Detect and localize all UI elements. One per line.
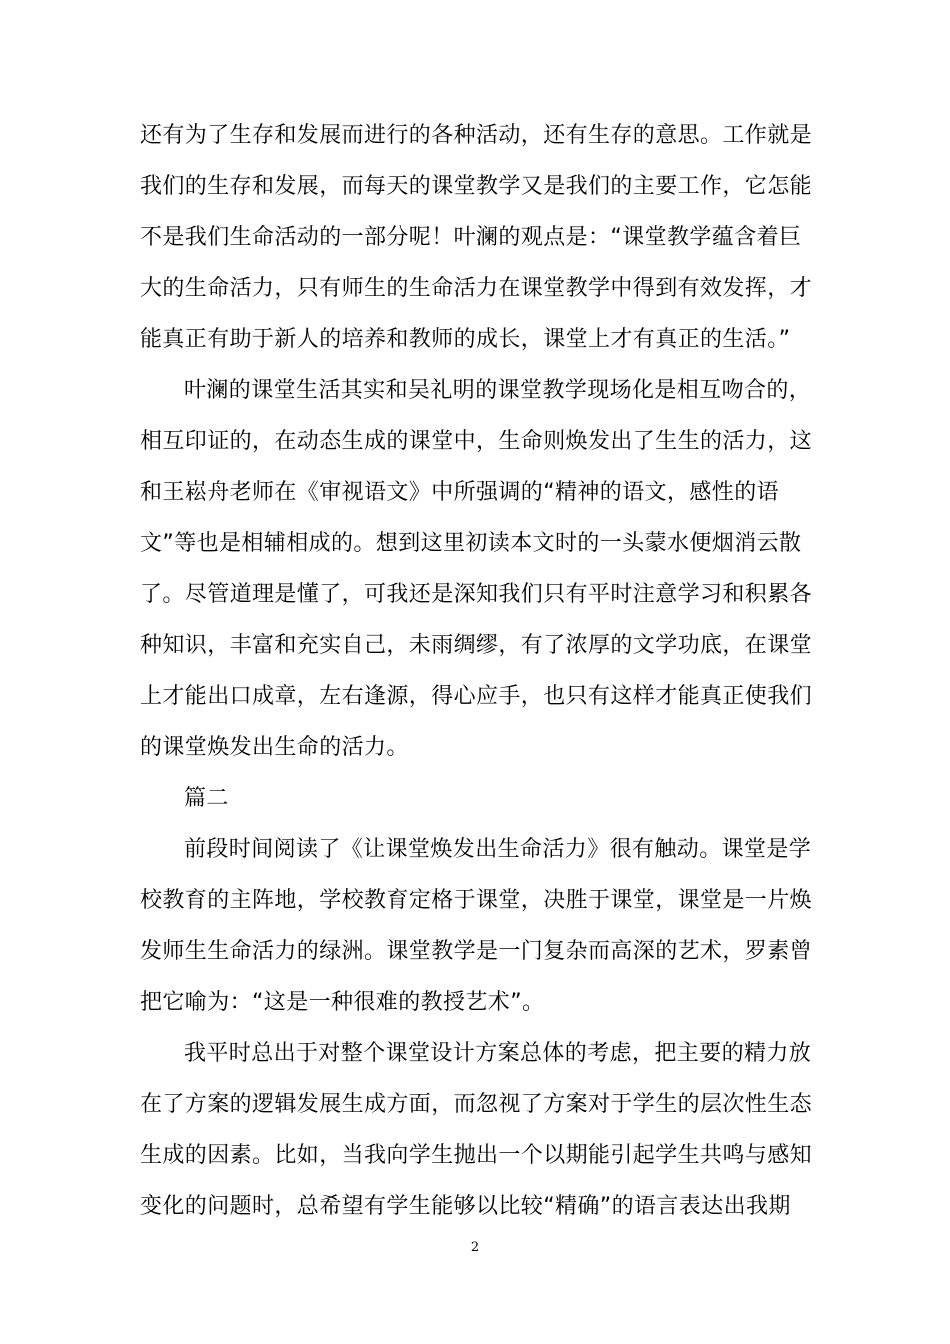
body-text-line: 能真正有助于新人的培养和教师的成长，课堂上才有真正的生活。” [140,327,791,352]
body-text-line: 种知识，丰富和充实自己，未雨绸缪，有了浓厚的文学功底，在课堂 [140,633,813,658]
body-text-line: 把它喻为：“这是一种很难的教授艺术”。 [140,990,545,1015]
page-number: 2 [470,1240,480,1255]
body-text-line: 文”等也是相辅相成的。想到这里初读本文时的一头蒙水便烟消云散 [140,531,802,556]
body-text-line: 校教育的主阵地，学校教育定格于课堂，决胜于课堂，课堂是一片焕 [140,888,813,913]
body-text-line: 叶澜的课堂生活其实和吴礼明的课堂教学现场化是相互吻合的， [184,378,812,403]
body-text-line: 大的生命活力，只有师生的生命活力在课堂教学中得到有效发挥，才 [140,276,813,301]
body-text-line: 在了方案的逻辑发展生成方面，而忽视了方案对于学生的层次性生态 [140,1092,813,1117]
body-text-line: 相互印证的，在动态生成的课堂中，生命则焕发出了生生的活力，这 [140,429,813,454]
body-text-line: 上才能出口成章，左右逢源，得心应手，也只有这样才能真正使我们 [140,684,813,709]
body-text-line: 了。尽管道理是懂了，可我还是深知我们只有平时注意学习和积累各 [140,582,813,607]
body-text-line: 前段时间阅读了《让课堂焕发出生命活力》很有触动。课堂是学 [184,837,812,862]
body-text-line: 的课堂焕发出生命的活力。 [140,735,409,760]
body-text-line: 不是我们生命活动的一部分呢！叶澜的观点是：“课堂教学蕴含着巨 [140,225,802,250]
body-text-line: 我平时总出于对整个课堂设计方案总体的考虑，把主要的精力放 [184,1041,812,1066]
body-text-line: 我们的生存和发展，而每天的课堂教学又是我们的主要工作，它怎能 [140,174,813,199]
section-heading: 篇二 [184,786,229,811]
body-text-line: 发师生生命活力的绿洲。课堂教学是一门复杂而高深的艺术，罗素曾 [140,939,813,964]
body-text-line: 生成的因素。比如，当我向学生抛出一个以期能引起学生共鸣与感知 [140,1143,813,1168]
body-text-line: 和王崧舟老师在《审视语文》中所强调的“精神的语文，感性的语 [140,480,779,505]
body-text-line: 还有为了生存和发展而进行的各种活动，还有生存的意思。工作就是 [140,123,813,148]
body-text-line: 变化的问题时，总希望有学生能够以比较“精确”的语言表达出我期 [140,1194,791,1219]
